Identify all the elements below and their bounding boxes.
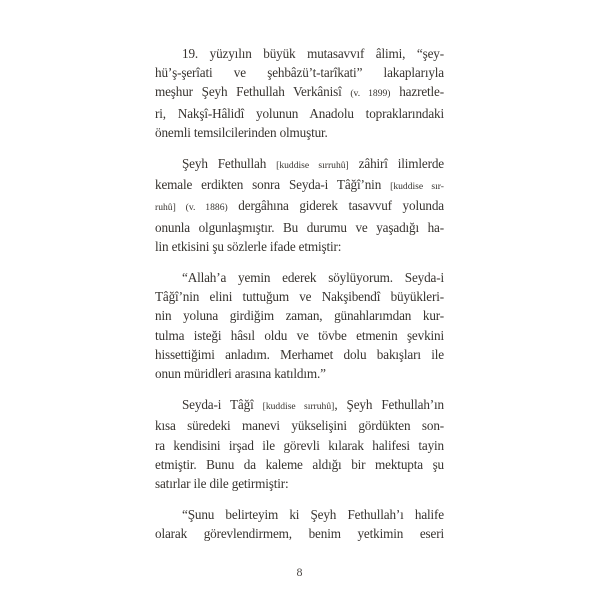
text-line (155, 474, 444, 493)
text-line (155, 416, 444, 435)
honorific-note: ruhû] (v. 1886) (155, 202, 228, 214)
honorific-note: [kuddise sırruhû] (276, 160, 349, 172)
honorific-note: (v. 1899) (350, 88, 391, 100)
text-segment: “Allah’a yemin ederek söylüyorum. Seyda-i (182, 270, 444, 286)
page-number: 8 (296, 565, 303, 579)
paragraph (155, 505, 444, 543)
text-line (155, 196, 444, 217)
text-line (155, 364, 444, 383)
text-line (155, 395, 444, 416)
text-segment: zâhirî ilimlerde (348, 156, 444, 172)
text-segment: dergâhına giderek tasavvuf yolunda (227, 198, 444, 214)
honorific-note: [kuddise sırruhû] (262, 401, 335, 413)
text-segment: lin etkisini şu sözlerle ifade etmiştir: (155, 238, 342, 254)
text-line (155, 326, 444, 345)
text-segment: hü’ş-şerîati ve şehbâzü’t-tarîkati” lakaplarıyla (155, 65, 444, 81)
text-segment: tulma isteği hâsıl oldu ve tövbe etmenin şevkini (155, 327, 444, 343)
text-segment: “Şunu belirteyim ki Şeyh Fethullah’ı halife (182, 507, 444, 523)
text-segment: Seyda-i Tâğî (182, 397, 263, 413)
text-segment: ra kendisini irşad ile görevli kılarak halifesi tayin (155, 437, 444, 453)
text-line (155, 123, 444, 142)
text-segment: satırlar ile dile getirmiştir: (155, 476, 289, 492)
honorific-note: [kuddise sır- (390, 181, 444, 193)
text-segment: hazretle- (390, 84, 444, 100)
text-line (155, 268, 444, 287)
text-line (155, 436, 444, 455)
text-segment: kemale erdikten sonra Seyda-i Tâğî’nin (155, 177, 391, 193)
text-line (155, 82, 444, 103)
text-line (155, 104, 444, 123)
text-line (155, 455, 444, 474)
text-segment: olarak görevlendirmem, benim yetkimin eseri (155, 526, 444, 542)
text-line (155, 44, 444, 63)
text-segment: 19. yüzyılın büyük mutasavvıf âlimi, “şey- (182, 46, 444, 61)
text-line (155, 154, 444, 175)
text-line (155, 287, 444, 306)
paragraph (155, 268, 444, 383)
text-line (155, 237, 444, 256)
text-segment: onun müridleri arasına katıldım.” (155, 366, 326, 382)
text-segment: önemli temsilcilerinden olmuştur. (155, 124, 328, 140)
text-segment: , Şeyh Fethullah’ın (334, 397, 444, 413)
text-segment: onunla olgunlaşmıştır. Bu durumu ve yaşadığı ha- (155, 219, 444, 235)
paragraph (155, 154, 444, 256)
text-line (155, 345, 444, 364)
text-line (155, 306, 444, 325)
page-body-text (155, 44, 444, 556)
paragraph (155, 395, 444, 493)
text-line (155, 175, 444, 196)
text-segment: etmiştir. Bunu da kaleme aldığı bir mektupta şu (155, 456, 444, 472)
text-segment: hissettiğimi anladım. Merhamet dolu bakışları ile (155, 346, 444, 362)
text-segment: nin yoluna girdiğim zaman, günahlarımdan kur- (155, 308, 444, 324)
text-segment: ri, Nakşî-Hâlidî yolunun Anadolu topraklarındaki (155, 105, 444, 121)
text-segment: Tâğî’nin elini tuttuğum ve Nakşibendî büyükleri- (155, 289, 444, 305)
paragraph (155, 44, 444, 142)
text-segment: Şeyh Fethullah (182, 156, 277, 172)
text-segment: meşhur Şeyh Fethullah Verkânisî (155, 84, 351, 100)
text-line (155, 505, 444, 524)
text-segment: kısa süredeki manevi yükselişini gördükten son- (155, 418, 444, 434)
text-line (155, 218, 444, 237)
text-line (155, 63, 444, 82)
text-line (155, 524, 444, 543)
